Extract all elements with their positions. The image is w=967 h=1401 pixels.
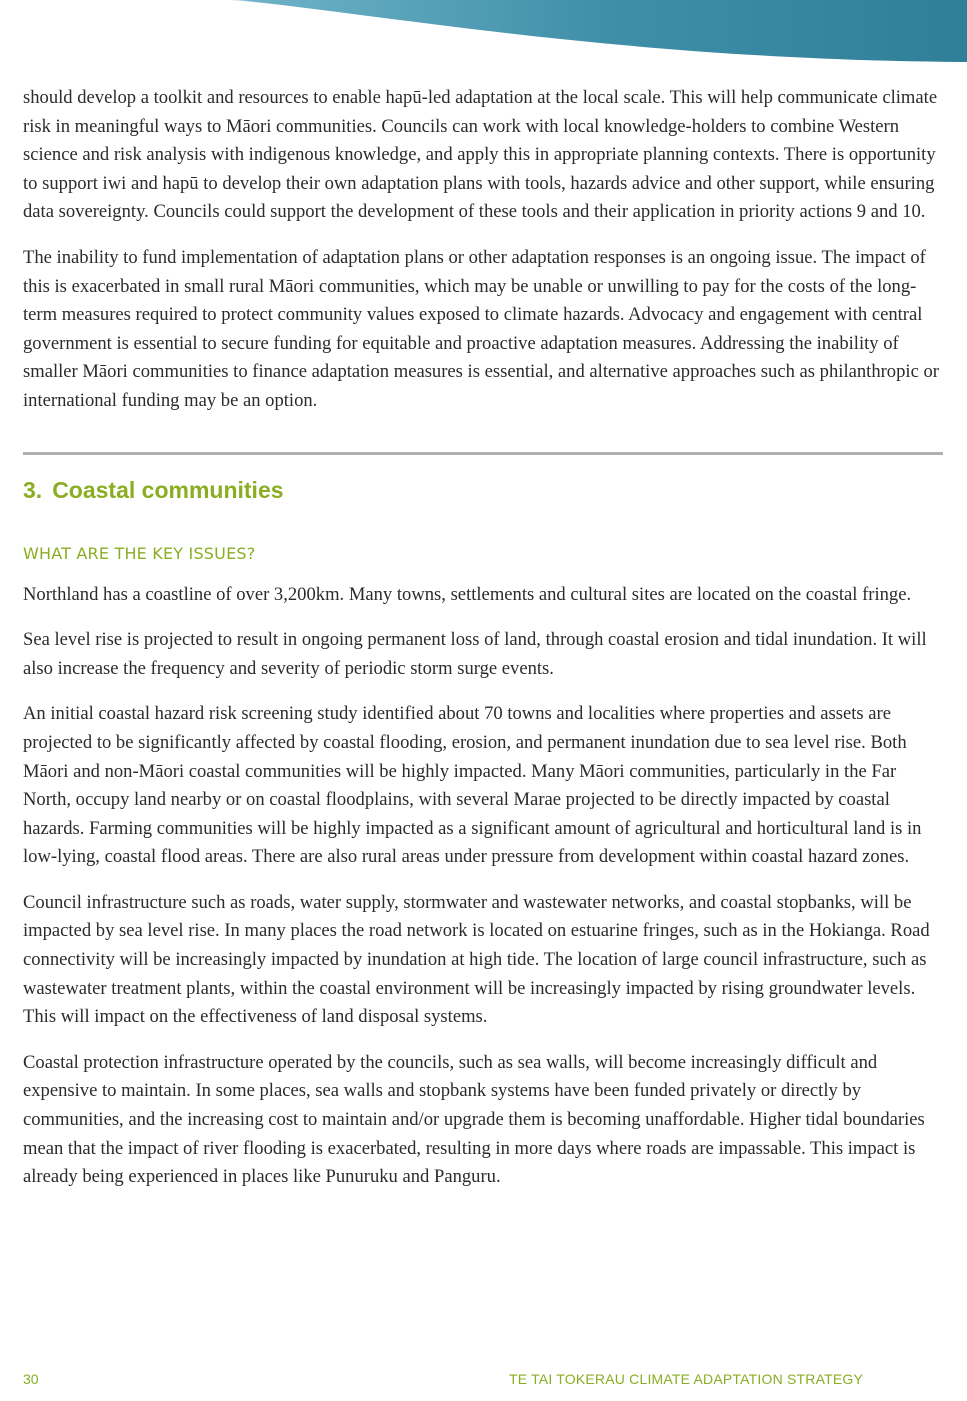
section-title: Coastal communities — [52, 476, 284, 503]
section-divider — [23, 452, 943, 455]
section-number: 3. — [23, 476, 43, 503]
page-content — [23, 84, 943, 1209]
footer-page-number: 30 — [23, 1371, 39, 1387]
intro-paragraph: should develop a toolkit and resources to enable hapū-led adaptation at the local scale. This will help communicate climate risk in meaningful ways to Māori communities. Councils can work with local knowledge-holders to combine Western science and risk analysis with indigenous knowledge, and apply this in appropriate planning contexts. There is opportunity to support iwi and hapū to develop their own adaptation plans with tools, hazards advice and other support, while ensuring data sovereignty. Councils could support the development of these tools and their application in priority actions 9 and 10. — [23, 87, 938, 223]
body-paragraph: Northland has a coastline of over 3,200km. Many towns, settlements and cultural sites are located on the coastal fringe. — [23, 583, 912, 605]
footer-document-title: TE TAI TOKERAU CLIMATE ADAPTATION STRATEGY — [508, 1371, 863, 1387]
intro-paragraph: The inability to fund implementation of adaptation plans or other adaptation responses is an ongoing issue. The impact of this is exacerbated in small rural Māori communities, which may be unable or unwilling to pay for the costs of the long-term measures required to protect community values exposed to climate hazards. Advocacy and engagement with central government is essential to secure funding for equitable and proactive adaptation measures. Addressing the inability of smaller Māori communities to finance adaptation measures is essential, and alternative approaches such as philanthropic or international funding may be an option. — [23, 246, 939, 411]
body-paragraph: Council infrastructure such as roads, water supply, stormwater and wastewater networks, and coastal stopbanks, will be impacted by sea level rise. In many places the road network is located on estuarine fringes, such as in the Hokianga. Road connectivity will be increasingly impacted by inundation at high tide. The location of large council infrastructure, such as wastewater treatment plants, within the coastal environment will be increasingly impacted by rising groundwater levels. This will impact on the effectiveness of land disposal systems. — [23, 891, 930, 1028]
body-paragraph: Coastal protection infrastructure operated by the councils, such as sea walls, will become increasingly difficult and expensive to maintain. In some places, sea walls and stopbank systems have been funded privately or directly by communities, and the increasing cost to maintain and/or upgrade them is becoming unaffordable. Higher tidal boundaries mean that the impact of river flooding is exacerbated, resulting in more days where roads are impassable. This impact is already being experienced in places like Punuruku and Panguru. — [23, 1051, 925, 1188]
header-wave-banner — [0, 0, 967, 70]
section-subheading: WHAT ARE THE KEY ISSUES? — [23, 543, 256, 563]
section-heading — [23, 477, 943, 504]
body-paragraph: An initial coastal hazard risk screening study identified about 70 towns and localities where properties and assets are projected to be significantly affected by coastal flooding, erosion, and permanent inundation due to sea level rise. Both Māori and non-Māori coastal communities will be highly impacted. Many Māori communities, particularly in the Far North, occupy land nearby or on coastal floodplains, with several Marae projected to be directly impacted by coastal hazards. Farming communities will be highly impacted as a significant amount of agricultural and horticultural land is in low-lying, coastal flood areas. There are also rural areas under pressure from development within coastal hazard zones. — [23, 703, 922, 868]
body-paragraph: Sea level rise is projected to result in ongoing permanent loss of land, through coastal erosion and tidal inundation. It will also increase the frequency and severity of periodic storm surge events. — [23, 629, 927, 679]
